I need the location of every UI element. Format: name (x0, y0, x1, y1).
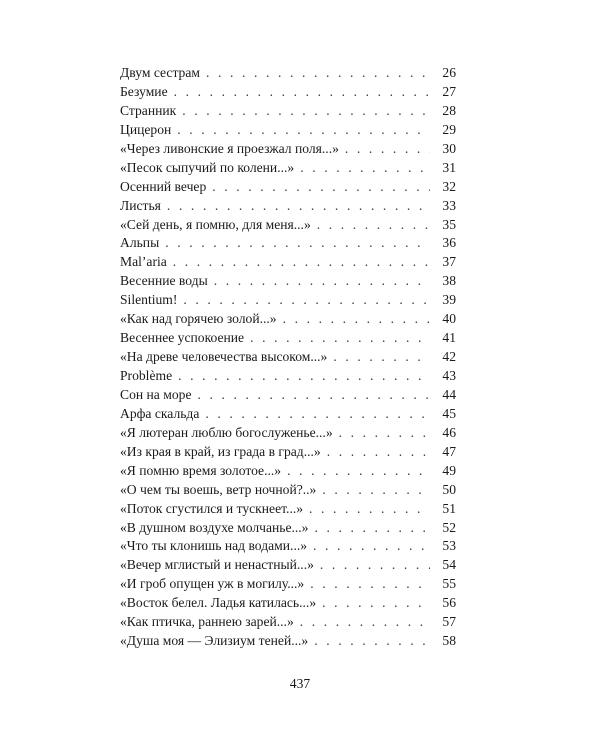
toc-entry (120, 310, 456, 329)
toc-entry-title: «Песок сыпучий по колени...» (120, 159, 295, 175)
toc-entry-title: Весенние воды (120, 273, 208, 289)
dot-leader (327, 443, 430, 462)
dot-leader (214, 272, 430, 291)
toc-entry-page: 39 (442, 292, 456, 308)
toc-entry-title: Странник (120, 102, 177, 118)
dot-leader (345, 140, 430, 159)
dot-leader (333, 348, 430, 367)
toc-entry-title: Problème (120, 368, 173, 383)
dot-leader (287, 462, 430, 481)
toc-entry (120, 234, 456, 253)
toc-entry-page: 46 (442, 424, 456, 440)
toc-entry-title: Арфа скальда (120, 405, 200, 421)
toc-entry-page: 56 (442, 595, 456, 611)
toc-entry-page: 47 (442, 443, 456, 459)
toc-entry-title: Осенний вечер (120, 178, 207, 194)
dot-leader (309, 500, 430, 519)
toc-entry-page: 50 (442, 481, 456, 497)
toc-entry-page: 52 (442, 519, 456, 535)
dot-leader (182, 102, 430, 121)
toc-entry (120, 632, 456, 651)
toc-entry-title: Безумие (120, 83, 168, 99)
toc-entry-page: 41 (442, 330, 456, 346)
toc-entry-page: 42 (442, 349, 456, 365)
toc-entry-title: «Из края в край, из града в град...» (120, 443, 321, 459)
dot-leader (320, 556, 430, 575)
toc-entry-page: 26 (442, 65, 456, 80)
toc-entry (120, 216, 456, 235)
toc-entry-title: «И гроб опущен уж в могилу...» (120, 576, 305, 592)
toc-entry (120, 367, 456, 386)
dot-leader (165, 234, 430, 253)
toc-entry (120, 159, 456, 178)
toc-entry-title: Mal’aria (120, 254, 167, 270)
toc-entry (120, 348, 456, 367)
toc-entry (120, 537, 456, 556)
toc-entry (120, 613, 456, 632)
table-of-contents (120, 64, 456, 651)
dot-leader (206, 64, 430, 83)
toc-entry (120, 329, 456, 348)
toc-entry-page: 51 (442, 500, 456, 516)
dot-leader (183, 291, 430, 310)
toc-entry (120, 405, 456, 424)
toc-entry-page: 58 (442, 633, 456, 649)
dot-leader (314, 519, 430, 538)
toc-entry (120, 140, 456, 159)
toc-entry-page: 28 (442, 102, 456, 118)
toc-entry-page: 49 (442, 462, 456, 478)
toc-entry-page: 43 (442, 368, 456, 383)
toc-entry-page: 45 (442, 405, 456, 421)
dot-leader (167, 197, 430, 216)
dot-leader (310, 575, 430, 594)
toc-entry-title: «Восток белел. Ладья катилась...» (120, 595, 317, 611)
toc-entry (120, 178, 456, 197)
toc-entry-page: 54 (442, 557, 456, 573)
toc-entry-page: 40 (442, 311, 456, 327)
toc-entry (120, 556, 456, 575)
toc-entry-title: «Я лютеран люблю богослуженье...» (120, 424, 333, 440)
toc-entry-title: Цицерон (120, 121, 172, 137)
toc-entry-page: 27 (442, 83, 456, 99)
dot-leader (313, 537, 430, 556)
toc-entry-page: 44 (442, 386, 456, 402)
toc-entry (120, 253, 456, 272)
dot-leader (283, 310, 430, 329)
toc-entry-title: «Как птичка, раннею зарей...» (120, 614, 294, 630)
toc-entry (120, 272, 456, 291)
dot-leader (197, 386, 430, 405)
toc-entry (120, 64, 456, 83)
toc-entry (120, 462, 456, 481)
toc-entry-page: 32 (442, 178, 456, 194)
dot-leader (339, 424, 430, 443)
toc-entry-title: Альпы (120, 235, 160, 251)
dot-leader (300, 613, 430, 632)
toc-entry-page: 33 (442, 197, 456, 213)
toc-entry-title: «Что ты клонишь над водами...» (120, 538, 308, 554)
dot-leader (322, 481, 430, 500)
toc-entry-page: 35 (442, 216, 456, 232)
dot-leader (173, 253, 430, 272)
toc-entry-title: Сон на море (120, 386, 192, 402)
toc-entry (120, 102, 456, 121)
toc-entry-page: 38 (442, 273, 456, 289)
toc-entry (120, 121, 456, 140)
toc-entry (120, 500, 456, 519)
toc-entry-page: 31 (442, 159, 456, 175)
toc-entry-page: 57 (442, 614, 456, 630)
toc-entry (120, 443, 456, 462)
toc-entry-title: «На древе человечества высоком...» (120, 349, 328, 365)
dot-leader (174, 83, 430, 102)
toc-entry-page: 29 (442, 121, 456, 137)
toc-entry-page: 53 (442, 538, 456, 554)
dot-leader (300, 159, 430, 178)
toc-entry (120, 386, 456, 405)
toc-entry-title: «В душном воздухе молчанье...» (120, 519, 309, 535)
toc-entry (120, 519, 456, 538)
toc-entry-title: «Вечер мглистый и ненастный...» (120, 557, 314, 573)
toc-entry-title: «Я помню время золотое...» (120, 462, 282, 478)
toc-entry-title: Листья (120, 197, 161, 213)
toc-entry-page: 37 (442, 254, 456, 270)
toc-entry (120, 197, 456, 216)
toc-entry-page: 55 (442, 576, 456, 592)
page-number: 437 (289, 676, 311, 691)
dot-leader (317, 216, 430, 235)
toc-entry (120, 481, 456, 500)
toc-entry-title: «Через ливонские я проезжал поля...» (120, 140, 339, 156)
toc-entry-page: 30 (442, 140, 456, 156)
toc-entry (120, 424, 456, 443)
toc-entry-title: «О чем ты воешь, ветр ночной?..» (120, 481, 317, 497)
dot-leader (322, 594, 430, 613)
dot-leader (250, 329, 430, 348)
toc-entry (120, 575, 456, 594)
toc-entry (120, 594, 456, 613)
toc-entry (120, 83, 456, 102)
dot-leader (177, 121, 430, 140)
toc-entry-title: Весеннее успокоение (120, 330, 245, 346)
toc-entry-title: Двум сестрам (120, 65, 200, 80)
toc-entry-title: «Душа моя — Элизиум теней...» (120, 633, 309, 649)
dot-leader (212, 178, 430, 197)
dot-leader (178, 367, 430, 386)
toc-entry (120, 291, 456, 310)
dot-leader (205, 405, 430, 424)
toc-entry-title: «Как над горячею золой...» (120, 311, 277, 327)
toc-entry-title: «Поток сгустился и тускнеет...» (120, 500, 304, 516)
dot-leader (314, 632, 430, 651)
toc-entry-page: 36 (442, 235, 456, 251)
toc-entry-title: Silentium! (120, 292, 178, 308)
toc-entry-title: «Сей день, я помню, для меня...» (120, 216, 311, 232)
